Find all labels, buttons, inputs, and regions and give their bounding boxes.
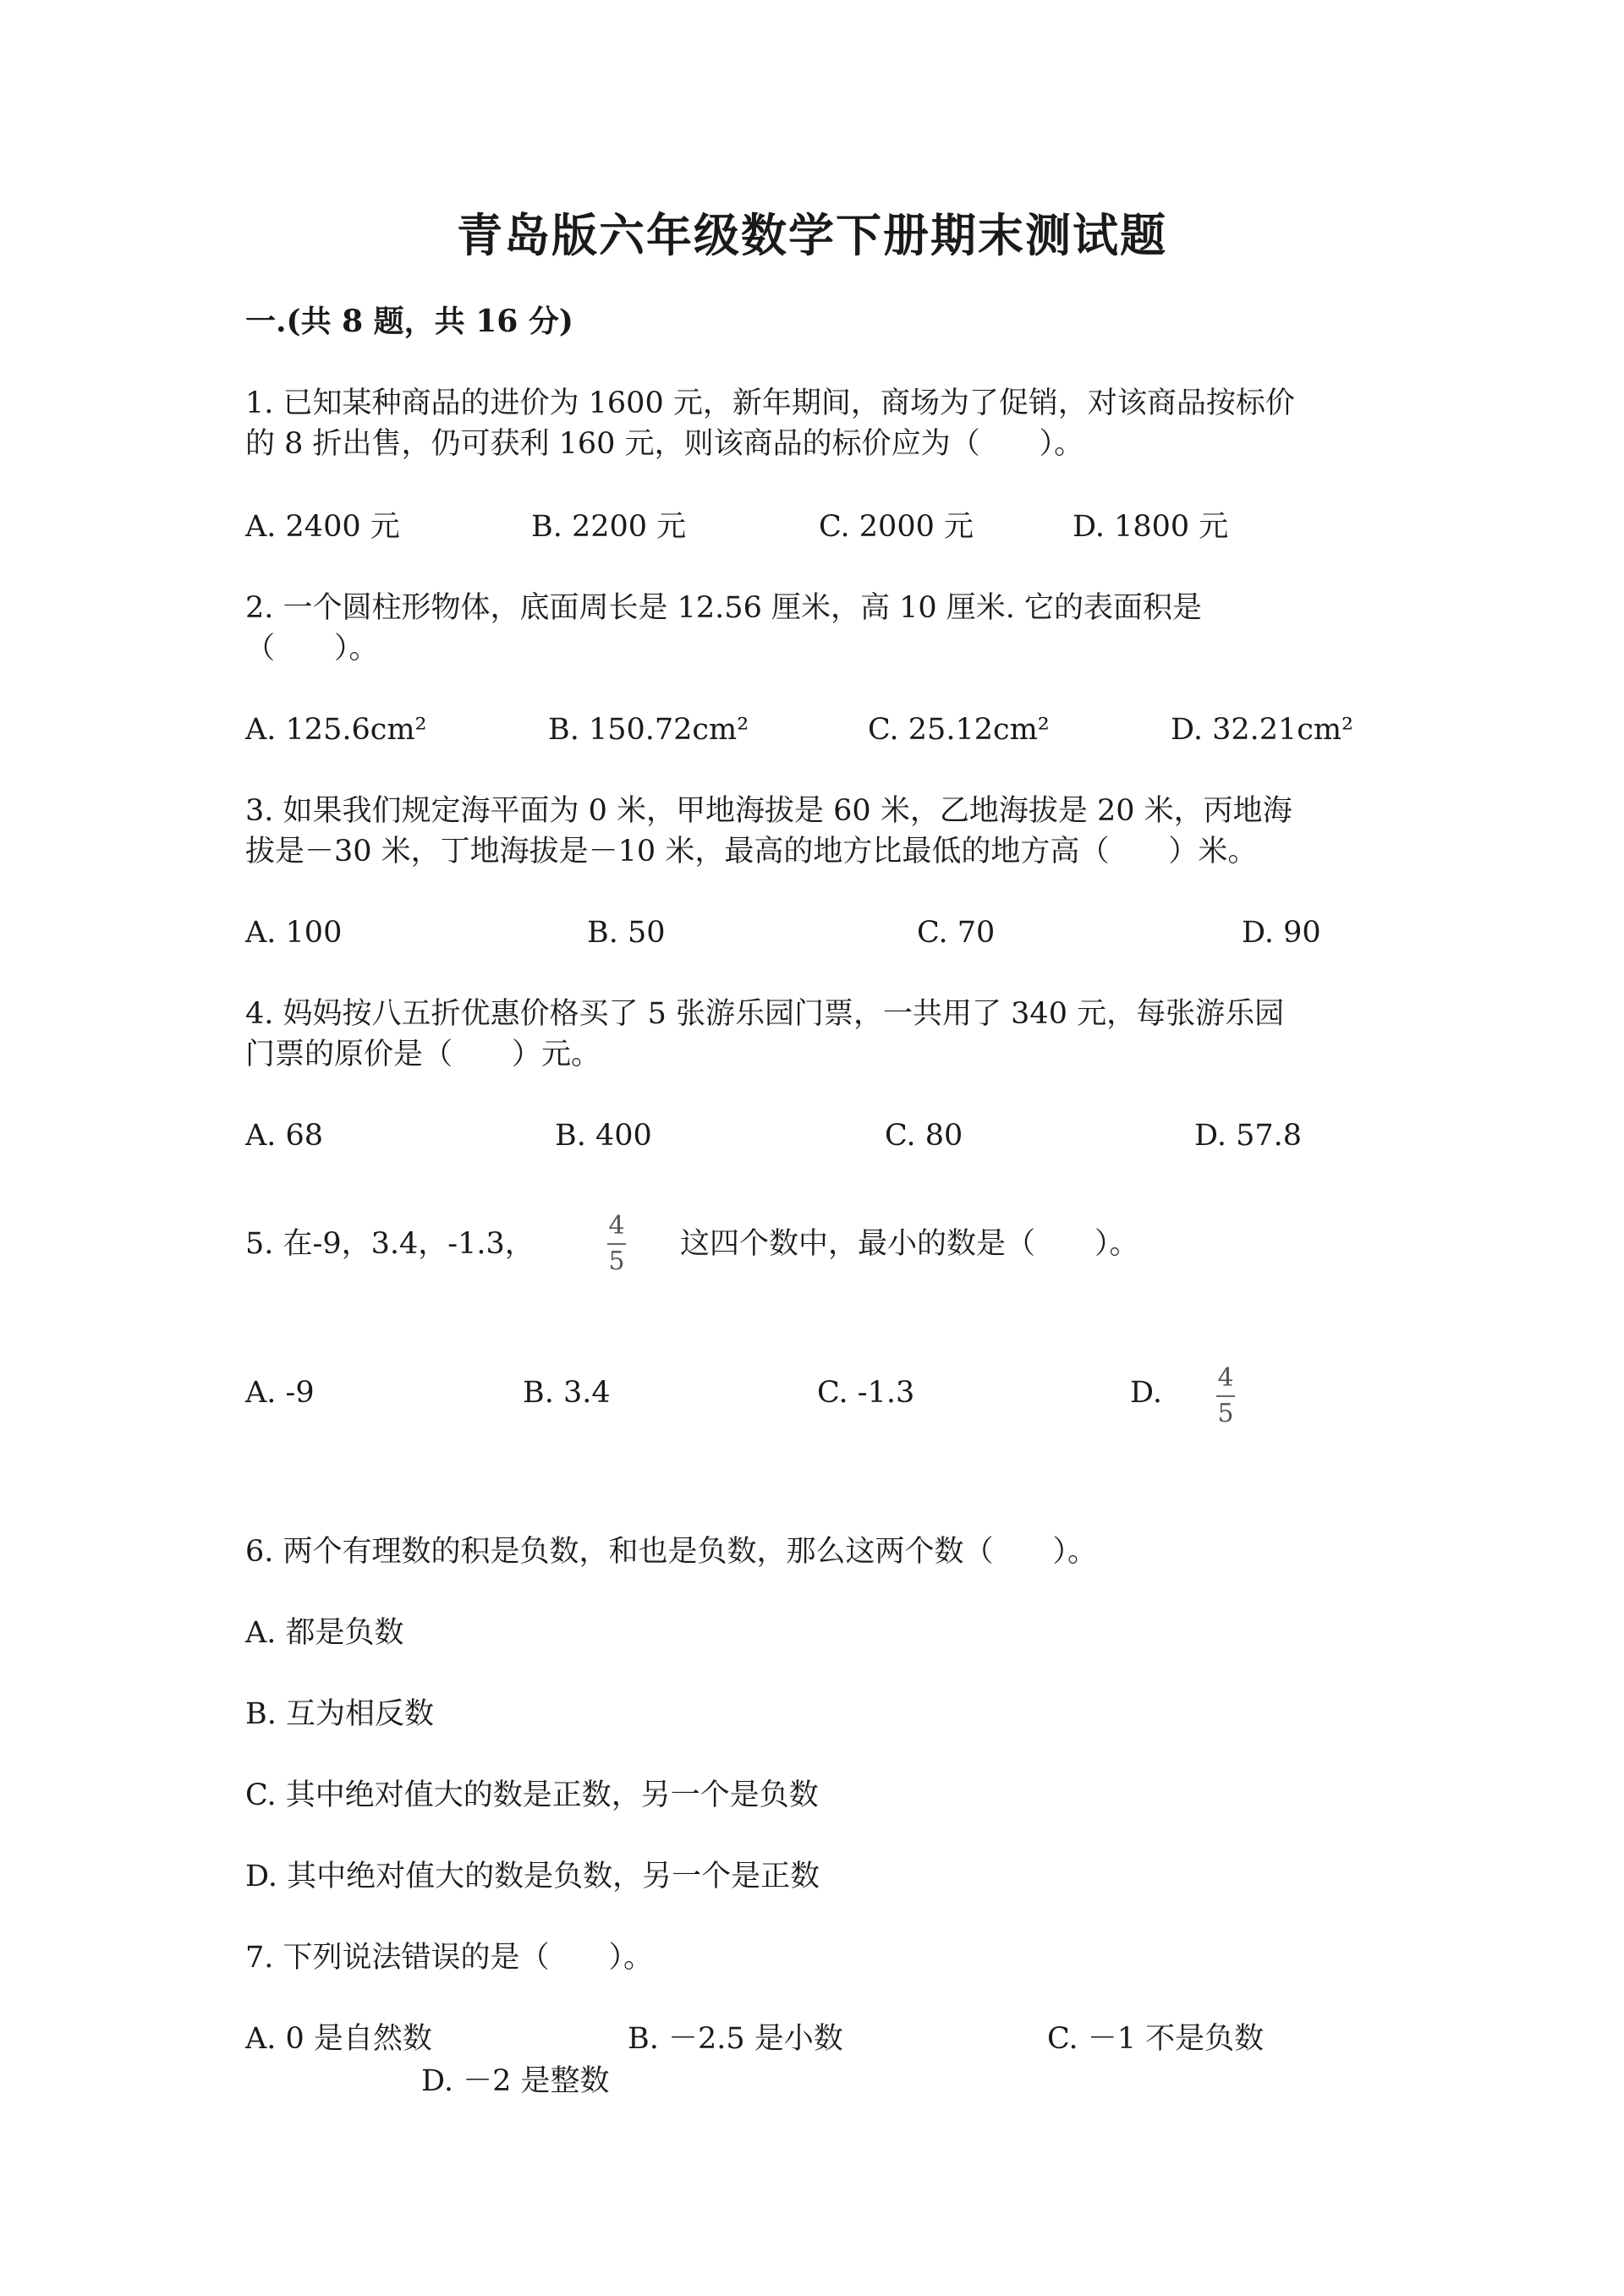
question-4-option-d: D. 57.8 (1194, 1119, 1302, 1153)
question-1-option-b: B. 2200 元 (531, 510, 687, 544)
fraction-denominator: 5 (1217, 1399, 1234, 1428)
question-4-option-a: A. 68 (245, 1119, 324, 1153)
question-5-suffix: 这四个数中，最小的数是（ ）。 (680, 1227, 1139, 1261)
question-5-option-d: D. (1130, 1376, 1162, 1410)
fraction-denominator: 5 (608, 1247, 625, 1276)
question-2-option-b: B. 150.72cm² (548, 713, 749, 747)
question-3-option-d: D. 90 (1242, 916, 1321, 950)
question-2-line-1: 2. 一个圆柱形物体，底面周长是 12.56 厘米，高 10 厘米. 它的表面积是 (245, 591, 1203, 625)
fraction-numerator: 4 (1217, 1363, 1234, 1393)
question-6-option-b: B. 互为相反数 (245, 1697, 434, 1731)
question-7-option-b: B. －2.5 是小数 (628, 2022, 843, 2056)
question-7-option-a: A. 0 是自然数 (245, 2022, 432, 2056)
question-3-line-2: 拔是－30 米，丁地海拔是－10 米，最高的地方比最低的地方高（ ）米。 (245, 835, 1258, 869)
section-heading: 一.(共 8 题，共 16 分) (245, 304, 573, 339)
question-6-option-a: A. 都是负数 (245, 1616, 404, 1650)
question-5-option-d-fraction (1216, 1363, 1235, 1429)
fraction-bar (607, 1243, 626, 1245)
question-1-line-2: 的 8 折出售，仍可获利 160 元，则该商品的标价应为（ ）。 (245, 427, 1084, 461)
question-5-fraction (607, 1211, 626, 1277)
question-2-option-c: C. 25.12cm² (868, 713, 1050, 747)
question-4-line-2: 门票的原价是（ ）元。 (245, 1038, 601, 1071)
question-6-option-d: D. 其中绝对值大的数是负数，另一个是正数 (245, 1860, 820, 1893)
question-7-option-d: D. －2 是整数 (421, 2064, 610, 2098)
question-2-option-d: D. 32.21cm² (1171, 713, 1354, 747)
question-7-option-c: C. －1 不是负数 (1047, 2022, 1265, 2056)
question-4-option-c: C. 80 (885, 1119, 963, 1153)
question-6-option-c: C. 其中绝对值大的数是正数，另一个是负数 (245, 1778, 819, 1812)
fraction-bar (1216, 1395, 1235, 1397)
question-6-line-1: 6. 两个有理数的积是负数，和也是负数，那么这两个数（ ）。 (245, 1535, 1098, 1569)
question-1-option-a: A. 2400 元 (245, 510, 400, 544)
question-4-option-b: B. 400 (555, 1119, 652, 1153)
question-5-option-b: B. 3.4 (523, 1376, 611, 1410)
question-7-line-1: 7. 下列说法错误的是（ ）。 (245, 1941, 654, 1975)
fraction-numerator: 4 (608, 1211, 625, 1241)
question-5-prefix: 5. 在-9，3.4，-1.3， (245, 1227, 535, 1261)
question-3-option-c: C. 70 (917, 916, 996, 950)
question-5-option-c: C. -1.3 (817, 1376, 915, 1410)
question-1-option-c: C. 2000 元 (819, 510, 974, 544)
question-1-option-d: D. 1800 元 (1073, 510, 1229, 544)
question-2-line-2: （ ）。 (245, 632, 379, 666)
question-2-option-a: A. 125.6cm² (245, 713, 427, 747)
question-5-option-a: A. -9 (245, 1376, 315, 1410)
question-3-line-1: 3. 如果我们规定海平面为 0 米，甲地海拔是 60 米，乙地海拔是 20 米，丙地海 (245, 794, 1292, 828)
question-1-line-1: 1. 已知某种商品的进价为 1600 元，新年期间，商场为了促销，对该商品按标价 (245, 386, 1295, 420)
question-3-option-b: B. 50 (587, 916, 666, 950)
page-title: 青岛版六年级数学下册期末测试题 (457, 208, 1167, 262)
question-3-option-a: A. 100 (245, 916, 343, 950)
question-4-line-1: 4. 妈妈按八五折优惠价格买了 5 张游乐园门票，一共用了 340 元，每张游乐园 (245, 997, 1285, 1031)
